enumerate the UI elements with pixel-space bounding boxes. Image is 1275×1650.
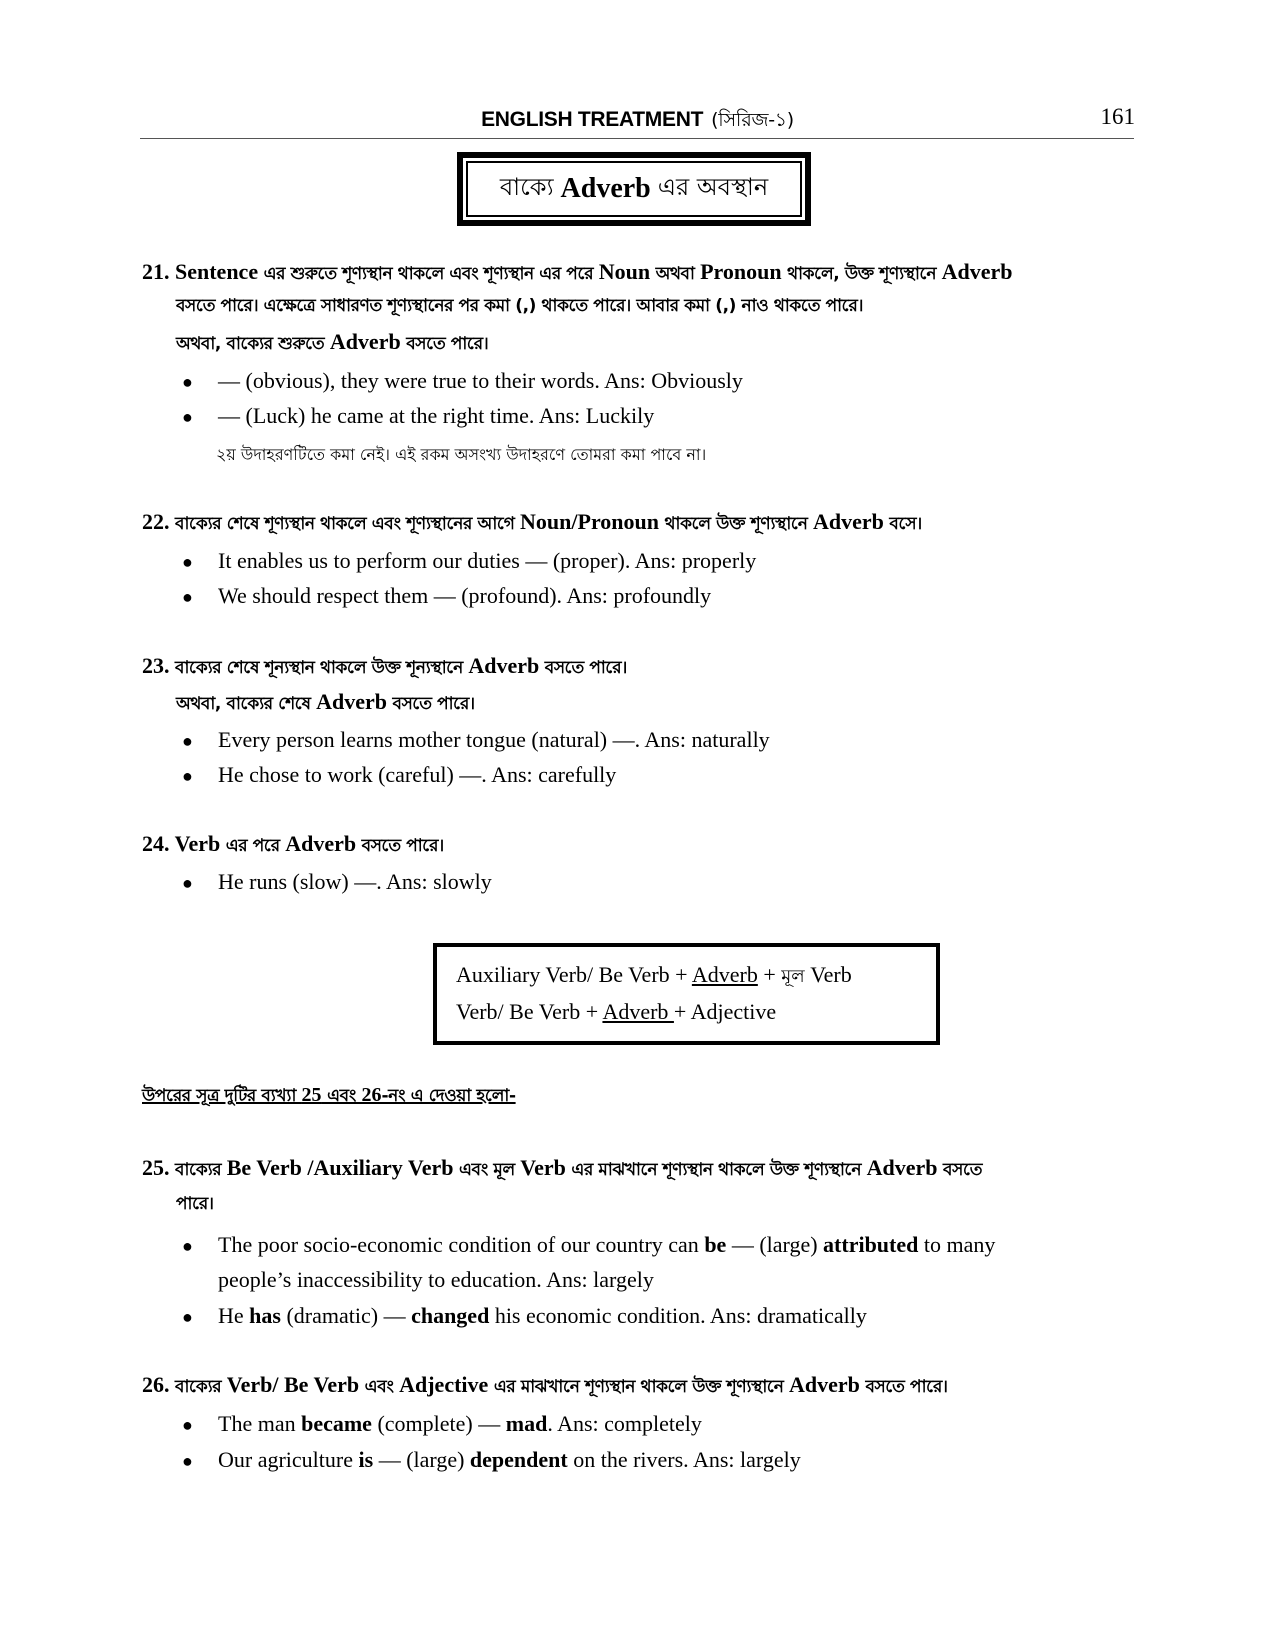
formula-line-1 xyxy=(456,957,936,994)
bold-run: Adverb xyxy=(813,509,884,534)
bullet-icon: ● xyxy=(182,587,193,607)
caption-number: 25 xyxy=(301,1084,322,1106)
example-item xyxy=(182,400,654,433)
bullet-icon: ● xyxy=(182,1236,193,1256)
rule-23-heading xyxy=(142,650,627,684)
section-title-box xyxy=(457,152,811,226)
formula-keyword: Adverb xyxy=(602,999,674,1024)
formula-line-2 xyxy=(456,994,936,1029)
example-text: Every person learns mother tongue (natural) —. Ans: naturally xyxy=(218,727,770,752)
text-run: He xyxy=(218,1303,250,1328)
bold-run: changed xyxy=(411,1303,490,1328)
bullet-icon: ● xyxy=(182,873,193,893)
text-run: থাকলে উক্ত শূণ্যস্থানে xyxy=(659,514,814,534)
page-number: 161 xyxy=(1100,104,1135,129)
bullet-icon: ● xyxy=(182,1415,193,1435)
rule-text xyxy=(170,653,627,678)
caption-number: 26 xyxy=(361,1084,382,1106)
text-run: বসতে xyxy=(937,1160,983,1180)
example-continuation: people’s inaccessibility to education. Ans: largely xyxy=(218,1267,654,1292)
text-run: — (large) xyxy=(373,1447,470,1472)
alt-keyword: Adverb xyxy=(329,329,401,354)
bold-run: Adverb xyxy=(468,653,540,678)
bold-run: Be Verb /Auxiliary Verb xyxy=(226,1155,454,1180)
bold-run: Adverb xyxy=(789,1372,860,1397)
text-run: (complete) — xyxy=(371,1411,506,1436)
rule-24-heading xyxy=(142,828,444,862)
rule-25-continuation xyxy=(176,1188,214,1220)
text-run: এবং xyxy=(359,1377,400,1397)
rule-number: 24. xyxy=(142,831,170,856)
example-item xyxy=(182,1300,867,1333)
caption-text: উপরের সূত্র দুটির ব্যখ্যা xyxy=(142,1086,302,1106)
text-run: এবং মূল xyxy=(453,1160,521,1180)
rule-text-cont: পারে। xyxy=(176,1194,214,1214)
bold-run: be xyxy=(704,1232,727,1257)
text-run: on the rivers. Ans: largely xyxy=(567,1447,801,1472)
bold-run: Verb xyxy=(169,831,221,856)
rule-text xyxy=(170,1155,983,1180)
example-text: We should respect them — (profound). Ans: profoundly xyxy=(218,583,712,608)
text-run: অথবা xyxy=(650,264,701,284)
bold-run: Adjective xyxy=(399,1372,489,1397)
text-run: Our agriculture xyxy=(218,1447,359,1472)
rule-23-alternative xyxy=(176,686,475,720)
series-label: (সিরিজ-১) xyxy=(711,109,794,131)
text-run: বাক্যের xyxy=(169,1160,227,1180)
text-run: বসতে পারে। xyxy=(356,836,444,856)
rule-21-alternative xyxy=(176,326,488,360)
bullet-icon: ● xyxy=(182,1307,193,1327)
text-run: এর মাঝখানে শূণ্যস্থান থাকলে উক্ত শূণ্যস্থানে xyxy=(565,1160,867,1180)
text-run: (dramatic) — xyxy=(280,1303,412,1328)
section-title-keyword: Adverb xyxy=(560,173,651,204)
text-run: বাক্যের xyxy=(169,1377,227,1397)
bullet-icon: ● xyxy=(182,1451,193,1471)
example-item xyxy=(182,1444,801,1477)
bold-run: attributed xyxy=(823,1232,919,1257)
rule-21-heading xyxy=(142,256,1013,290)
bullet-icon: ● xyxy=(182,407,193,427)
text-run: বসতে পারে। xyxy=(859,1377,948,1397)
formula-text: Verb xyxy=(804,962,852,987)
explanation-caption xyxy=(142,1083,516,1111)
rule-number: 25. xyxy=(142,1155,170,1180)
bold-run: Noun/Pronoun xyxy=(520,509,660,534)
text-run: to many xyxy=(918,1232,996,1257)
formula-text-bn: মূল xyxy=(781,966,805,987)
caption-text: -নং এ দেওয়া হলো- xyxy=(381,1086,516,1106)
section-title-prefix: বাক্যে xyxy=(499,173,554,201)
bold-run: has xyxy=(249,1303,281,1328)
text-run: বাক্যের শেষে শূণ্যস্থান থাকলে এবং শূণ্যস্থানের আগে xyxy=(169,514,521,534)
text-run: বসে। xyxy=(883,514,922,534)
rule-26-heading xyxy=(142,1369,948,1403)
bold-run: became xyxy=(301,1411,372,1436)
rule-text-cont: বসতে পারে। এক্ষেত্রে সাধারণত শূণ্যস্থানের পর কমা (,) থাকতে পারে। আবার কমা (,) নাও থাকতে পারে। xyxy=(176,296,864,316)
section-title xyxy=(466,161,802,217)
example-item xyxy=(182,545,756,578)
bold-run: Verb/ Be Verb xyxy=(226,1372,360,1397)
formula-keyword: Adverb xyxy=(691,962,758,987)
rule-text xyxy=(170,259,1013,284)
example-text: He chose to work (careful) —. Ans: carefully xyxy=(218,762,617,787)
text-run: The poor socio-economic condition of our country can xyxy=(218,1232,705,1257)
rule-number: 23. xyxy=(142,653,170,678)
example-text xyxy=(218,1232,995,1257)
bold-run: Pronoun xyxy=(700,259,782,284)
alt-text-end: বসতে পারে। xyxy=(400,334,489,354)
rule-21-note: ২য় উদাহরণটিতে কমা নেই। এই রকম অসংখ্য উদাহরণে তোমরা কমা পাবে না। xyxy=(216,445,707,464)
alt-keyword: Adverb xyxy=(316,689,387,714)
bold-run: is xyxy=(358,1447,374,1472)
text-run: বাক্যের শেষে শূন্যস্থান থাকলে উক্ত শূন্যস্থানে xyxy=(169,658,469,678)
text-run: বসতে পারে। xyxy=(539,658,627,678)
text-run: The man xyxy=(218,1411,302,1436)
section-title-suffix: এর অবস্থান xyxy=(657,173,769,201)
bold-run: Adverb xyxy=(941,259,1013,284)
bullet-icon: ● xyxy=(182,552,193,572)
example-text xyxy=(218,1303,867,1328)
formula-text: + Adjective xyxy=(673,999,777,1024)
formula-text: Auxiliary Verb/ Be Verb + xyxy=(456,962,692,987)
example-text: It enables us to perform our duties — (proper). Ans: properly xyxy=(218,548,757,573)
book-title: ENGLISH TREATMENT xyxy=(481,108,704,131)
bold-run: Sentence xyxy=(169,259,259,284)
rule-text xyxy=(170,831,444,856)
rule-22-heading xyxy=(142,506,922,540)
example-item xyxy=(182,1229,995,1262)
running-header xyxy=(0,106,1275,138)
rule-number: 22. xyxy=(142,509,170,534)
caption-text: এবং xyxy=(321,1086,362,1106)
bold-run: Verb xyxy=(520,1155,566,1180)
bold-run: Noun xyxy=(598,259,651,284)
formula-text: Verb/ Be Verb + xyxy=(456,999,603,1024)
text-run: — (large) xyxy=(726,1232,824,1257)
bullet-icon: ● xyxy=(182,731,193,751)
bold-run: dependent xyxy=(469,1447,568,1472)
example-item xyxy=(182,866,492,899)
text-run: থাকলে, উক্ত শূণ্যস্থানে xyxy=(781,264,942,284)
rule-number: 26. xyxy=(142,1372,170,1397)
bold-run: Adverb xyxy=(866,1155,938,1180)
formula-text: + xyxy=(757,962,782,987)
example-text: He runs (slow) —. Ans: slowly xyxy=(218,869,492,894)
example-text: — (Luck) he came at the right time. Ans: Luckily xyxy=(218,403,655,428)
rule-25-heading xyxy=(142,1152,982,1186)
rule-number: 21. xyxy=(142,259,170,284)
rule-21-continuation xyxy=(176,290,863,322)
alt-text-end: বসতে পারে। xyxy=(386,694,475,714)
example-text xyxy=(218,1411,702,1436)
formula-box xyxy=(433,943,940,1045)
text-run: . Ans: completely xyxy=(547,1411,702,1436)
alt-text: অথবা, বাক্যের শেষে xyxy=(176,694,317,714)
bullet-icon: ● xyxy=(182,372,193,392)
example-text: — (obvious), they were true to their words. Ans: Obviously xyxy=(218,368,743,393)
alt-text: অথবা, বাক্যের শুরুতে xyxy=(176,334,330,354)
bold-run: Adverb xyxy=(285,831,357,856)
example-item xyxy=(182,1408,702,1441)
bullet-icon: ● xyxy=(182,766,193,786)
text-run: his economic condition. Ans: dramatically xyxy=(489,1303,867,1328)
example-text xyxy=(218,1447,801,1472)
example-item xyxy=(182,759,616,792)
header-divider xyxy=(140,138,1134,139)
text-run: এর শুরুতে শূণ্যস্থান থাকলে এবং শূণ্যস্থান এর পরে xyxy=(258,264,599,284)
example-item xyxy=(182,724,770,757)
bold-run: mad xyxy=(505,1411,548,1436)
text-run: এর পরে xyxy=(220,836,286,856)
example-item xyxy=(182,580,711,613)
rule-text xyxy=(170,509,922,534)
rule-text xyxy=(170,1372,948,1397)
text-run: এর মাঝখানে শূণ্যস্থান থাকলে উক্ত শূণ্যস্থানে xyxy=(488,1377,790,1397)
example-item xyxy=(182,365,743,398)
